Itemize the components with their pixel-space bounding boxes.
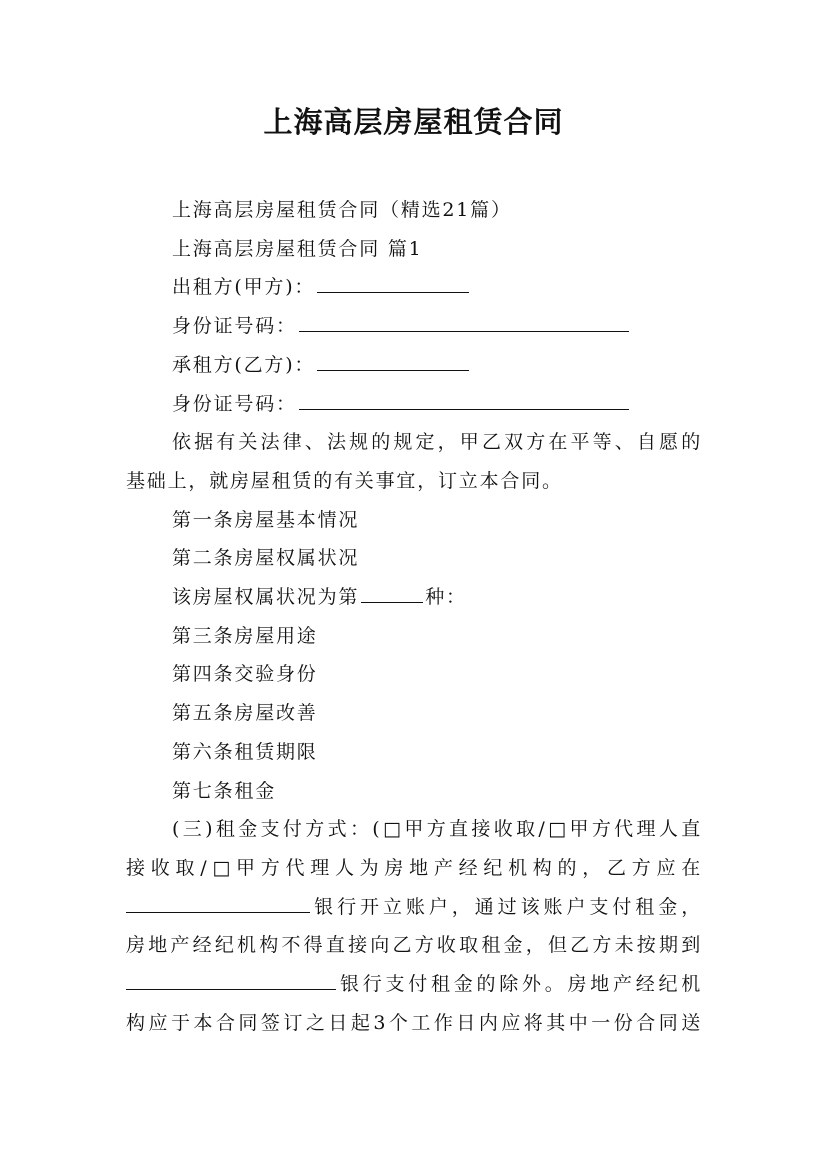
- payment-line-5: [126, 965, 702, 1004]
- bank-blank-2: [126, 965, 336, 990]
- intro-line-2: 基础上，就房屋租赁的有关事宜，订立本合同。: [126, 469, 563, 492]
- article-5: 第五条房屋改善: [172, 702, 318, 725]
- payment-line-4: 房地产经纪机构不得直接向乙方收取租金，但乙方未按期到: [126, 934, 702, 957]
- article-4: 第四条交验身份: [172, 663, 318, 686]
- lessor-blank: [317, 268, 469, 293]
- article-1: 第一条房屋基本情况: [172, 508, 360, 531]
- article-7: 第七条租金: [172, 779, 277, 802]
- lessee-blank: [317, 346, 469, 371]
- ownership-prefix: 该房屋权属状况为第: [172, 586, 360, 609]
- lessee-line: [126, 346, 702, 385]
- id-blank-2: [299, 385, 629, 410]
- section-heading: 上海高层房屋租赁合同 篇1: [172, 237, 423, 260]
- article-3: 第三条房屋用途: [172, 624, 318, 647]
- intro-line-1: 依据有关法律、法规的规定，甲乙双方在平等、自愿的: [172, 431, 702, 454]
- ownership-blank: [361, 578, 423, 603]
- id-line-2: [126, 385, 702, 424]
- lessor-line: [126, 268, 702, 307]
- id-blank-1: [299, 307, 629, 332]
- document-body: [126, 191, 702, 1042]
- article-6: 第六条租赁期限: [172, 740, 318, 763]
- lessor-label: 出租方(甲方)：: [172, 276, 316, 299]
- id-line-1: [126, 307, 702, 346]
- subtitle: 上海高层房屋租赁合同（精选21篇）: [172, 199, 512, 221]
- lessee-label: 承租方(乙方)：: [172, 353, 316, 376]
- article-2: 第二条房屋权属状况: [172, 547, 360, 570]
- payment-line-3-suffix: 银行开立账户，通过该账户支付租金，: [312, 895, 702, 918]
- payment-line-5-suffix: 银行支付租金的除外。房地产经纪机: [338, 973, 702, 996]
- payment-line-2: 接收取/□甲方代理人为房地产经纪机构的，乙方应在: [126, 856, 702, 879]
- ownership-suffix: 种：: [425, 586, 467, 609]
- id-label-1: 身份证号码：: [172, 315, 297, 338]
- payment-line-6: 构应于本合同签订之日起3个工作日内应将其中一份合同送: [126, 1011, 702, 1034]
- ownership-line: [126, 578, 702, 617]
- document-title: 上海高层房屋租赁合同: [263, 105, 564, 139]
- id-label-2: 身份证号码：: [172, 392, 297, 415]
- payment-line-3: [126, 888, 702, 927]
- payment-line-1: (三)租金支付方式：(□甲方直接收取/□甲方代理人直: [172, 818, 702, 841]
- bank-blank-1: [126, 888, 310, 913]
